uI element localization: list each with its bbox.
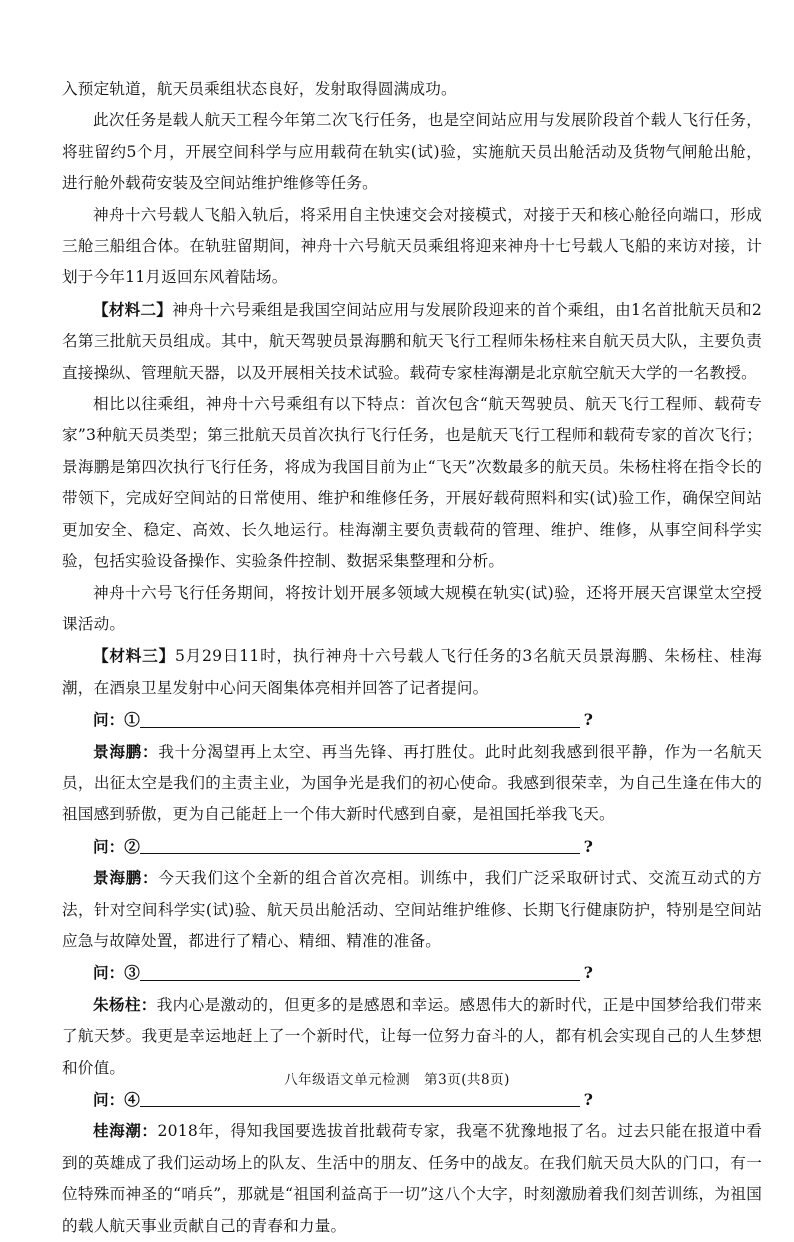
speaker-name: 朱杨柱： [93, 994, 157, 1014]
question-mark: ? [583, 963, 593, 983]
paragraph: 相比以往乘组，神舟十六号乘组有以下特点：首次包含“航天驾驶员、航天飞行工程师、载荷专家”3种航天员类型；第三批航天员首次执行飞行任务，也是航天飞行工程师和载荷专家的首次飞行；景海鹏是第四次执行飞行任务，将成为我国目前为止“飞天”次数最多的航天员。朱杨柱将在指令长的带领下，完成好空间站的日常使用、维护和维修任务，开展好载荷照料和实(试)验工作，确保空间站更加安全、稳定、高效、长久地运行。桂海潮主要负责载荷的管理、维护、维修，从事空间科学实验，包括实验设备操作、实验条件控制、数据采集整理和分析。 [62, 395, 762, 571]
answer-blank-1[interactable] [140, 726, 580, 728]
page-content [62, 74, 762, 1242]
paragraph: 此次任务是载人航天工程今年第二次飞行任务，也是空间站应用与发展阶段首个载人飞行任务，将驻留约5个月，开展空间科学与应用载荷在轨实(试)验，实施航天员出舱活动及货物气闸舱出舱，进行舱外载荷安装及空间站维护维修等任务。 [62, 111, 762, 193]
paragraph-text: 5月29日11时，执行神舟十六号载人飞行任务的3名航天员景海鹏、朱杨柱、桂海潮，在酒泉卫星发射中心问天阁集体亮相并回答了记者提问。 [62, 647, 762, 697]
material-two-paragraph [62, 294, 762, 389]
material-three-label: 【材料三】 [93, 646, 175, 666]
question-3 [62, 957, 762, 988]
paragraph-text: 神舟十六号乘组是我国空间站应用与发展阶段迎来的首个乘组，由1名首批航天员和2名第三批航天员组成。其中，航天驾驶员景海鹏和航天飞行工程师朱杨柱来自航天员大队，主要负责直接操纵、管理航天器，以及开展相关技术试验。载荷专家桂海潮是北京航空航天大学的一名教授。 [62, 300, 762, 382]
question-4 [62, 1084, 762, 1115]
paragraph: 入预定轨道，航天员乘组状态良好，发射取得圆满成功。 [62, 80, 457, 98]
question-2 [62, 831, 762, 862]
speaker-name: 桂海潮： [93, 1121, 158, 1141]
question-1 [62, 704, 762, 735]
question-label: 问：② [93, 836, 140, 856]
material-two-label: 【材料二】 [93, 299, 173, 319]
answer-text: 今天我们这个全新的组合首次亮相。训练中，我们广泛采取研讨式、交流互动式的方法，针对空间科学实(试)验、航天员出舱活动、空间站维护维修、长期飞行健康防护，特别是空间站应急与故障处置，都进行了精心、精细、精准的准备。 [62, 869, 762, 950]
speaker-name: 景海鹏： [93, 868, 159, 888]
question-label: 问：① [93, 710, 140, 730]
answer-blank-4[interactable] [140, 1105, 580, 1107]
question-mark: ? [583, 710, 593, 730]
speaker-name: 景海鹏： [93, 741, 159, 761]
answer-blank-2[interactable] [140, 852, 580, 854]
paragraph: 神舟十六号飞行任务期间，将按计划开展多领域大规模在轨实(试)验，还将开展天宫课堂太空授课活动。 [62, 583, 762, 633]
paragraph: 神舟十六号载人飞船入轨后，将采用自主快速交会对接模式，对接于天和核心舱径向端口，形成三舱三船组合体。在轨驻留期间，神舟十六号航天员乘组将迎来神舟十七号载人飞船的来访对接，计划于今年11月返回东风着陆场。 [62, 205, 762, 287]
question-mark: ? [583, 836, 593, 856]
material-three-paragraph [62, 640, 762, 704]
question-label: 问：③ [93, 963, 140, 983]
answer-text: 我十分渴望再上太空、再当先锋、再打胜仗。此时此刻我感到很平静，作为一名航天员，出征太空是我们的主责主业，为国争光是我们的初心使命。我感到很荣幸，为自己生逢在伟大的祖国感到骄傲，更为自己能赶上一个伟大新时代感到自豪，是祖国托举我飞天。 [62, 742, 762, 824]
answer-paragraph [62, 736, 762, 831]
answer-text: 我内心是激动的，但更多的是感恩和幸运。感恩伟大的新时代，正是中国梦给我们带来了航天梦。我更是幸运地赶上了一个新时代，让每一位努力奋斗的人，都有机会实现自己的人生梦想和价值。 [62, 995, 762, 1077]
question-label: 问：④ [93, 1090, 140, 1109]
answer-text: 2018年，得知我国要选拔首批载荷专家，我毫不犹豫地报了名。过去只能在报道中看到的英雄成了我们运动场上的队友、生活中的朋友、任务中的战友。在我们航天员大队的门口，有一位特殊而神圣的“哨兵”，那就是“祖国利益高于一切”这八个大字，时刻激励着我们刻苦训练，为祖国的载人航天事业贡献自己的青春和力量。 [62, 1122, 762, 1235]
question-mark: ? [583, 1090, 593, 1109]
answer-paragraph [62, 862, 762, 957]
answer-blank-3[interactable] [140, 979, 580, 981]
page-footer: 八年级语文单元检测 第3页(共8页) [284, 1072, 510, 1088]
answer-paragraph [62, 1115, 762, 1242]
